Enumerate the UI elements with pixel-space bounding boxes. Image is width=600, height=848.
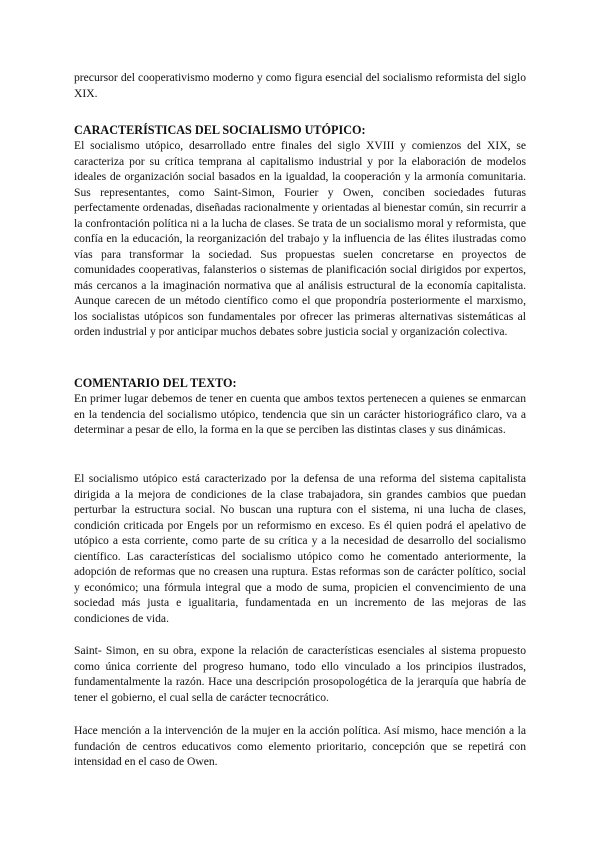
- comentario-paragraph-4: Hace mención a la intervención de la mujer en la acción política. Así mismo, hace mención a la fundación de centros educativos como elemento prioritario, concepción que se repetirá con intensidad en el caso de Owen.: [74, 724, 526, 768]
- comentario-paragraph-3: Saint- Simon, en su obra, expone la relación de características esenciales al sistema propuesto como única corriente del progreso humano, todo ello vinculado a los principios ilustrados, fundamentalmente la razón. Hace una descripción prosopologética de la jerarquía que habría de tener el gobierno, el cual sella de carácter tecnocrático.: [74, 644, 526, 704]
- section-heading-comentario: COMENTARIO DEL TEXTO:: [74, 376, 237, 390]
- comentario-paragraph-1: En primer lugar debemos de tener en cuenta que ambos textos pertenecen a quienes se enmarcan en la tendencia del socialismo utópico, tendencia que sin un carácter historiográfico claro, va a determinar a pesar de ello, la forma en la que se perciben las distintas clases y sus dinámicas.: [74, 392, 526, 436]
- intro-paragraph: precursor del cooperativismo moderno y como figura esencial del socialismo reformista del siglo XIX.: [74, 71, 526, 100]
- section-paragraph-caracteristicas: El socialismo utópico, desarrollado entre finales del siglo XVIII y comienzos del XIX, se caracteriza por su crítica temprana al capitalismo industrial y por la elaboración de modelos ideales de organización social basados en la igualdad, la cooperación y la armonía comunitaria. Sus representantes, como Saint-Simon, Fourier y Owen, conciben sociedades futuras perfectamente ordenadas, diseñadas racionalmente y orientadas al bienestar común, sin recurrir a la confrontación política ni a la lucha de clases. Se trata de un socialismo moral y reformista, que confía en la educación, la reorganización del trabajo y la influencia de las élites ilustradas como vías para transformar la sociedad. Sus propuestas suelen concretarse en proyectos de comunidades cooperativas, falansterios o sistemas de planificación social dirigidos por expertos, más cercanos a la imaginación normativa que al análisis estructural de la economía capitalista. Aunque carecen de un método científico como el que propondría posteriormente el marxismo, los socialistas utópicos son fundamentales por ofrecer las primeras alternativas sistemáticas al orden industrial y por anticipar muchos debates sobre justicia social y organización colectiva.: [74, 139, 526, 338]
- comentario-paragraph-2: El socialismo utópico está caracterizado por la defensa de una reforma del sistema capitalista dirigida a la mejora de condiciones de la clase trabajadora, sin grandes cambios que puedan perturbar la estructura social. No buscan una ruptura con el sistema, ni una lucha de clases, condición criticada por Engels por un reformismo en exceso. Es él quien podrá el apelativo de utópico a esta corriente, como parte de su crítica y a la necesidad de desarrollo del socialismo científico. Las características del socialismo utópico como he comentado anteriormente, la adopción de reformas que no creasen una ruptura. Estas reformas son de carácter político, social y económico; una fórmula integral que a modo de suma, propicien el convencimiento de una sociedad más justa e igualitaria, fundamentada en un incremento de las mejoras de las condiciones de vida.: [74, 472, 526, 625]
- section-heading-caracteristicas: CARACTERÍSTICAS DEL SOCIALISMO UTÓPICO:: [74, 123, 366, 137]
